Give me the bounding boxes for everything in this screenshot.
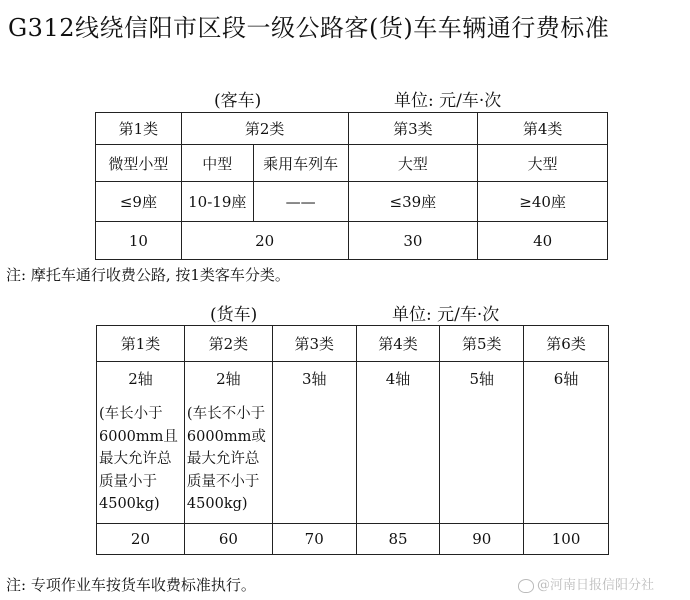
watermark — [518, 574, 654, 593]
truck-header-cell: 第1类 — [97, 326, 185, 362]
truck-axle-cell: 2轴 — [97, 362, 185, 396]
truck-desc-cell-1: (车长小于6000mm且最大允许总质量小于4500kg) — [97, 396, 185, 524]
passenger-seat-cell: 10-19座 — [181, 182, 253, 222]
passenger-caption: (客车) — [214, 91, 262, 111]
passenger-fee-table — [95, 112, 608, 260]
passenger-fee-cell: 30 — [348, 222, 478, 260]
passenger-header-cell: 第1类 — [96, 113, 182, 145]
truck-header-cell: 第2类 — [184, 326, 272, 362]
passenger-type-cell: 中型 — [181, 145, 253, 182]
weibo-icon — [518, 579, 534, 593]
passenger-type-cell: 大型 — [478, 145, 608, 182]
truck-header-cell: 第6类 — [524, 326, 609, 362]
truck-axle-cell: 4轴 — [356, 362, 440, 524]
truck-header-row — [97, 326, 609, 362]
truck-axle-cell: 5轴 — [440, 362, 524, 524]
passenger-fee-row — [96, 222, 608, 260]
passenger-type-row — [96, 145, 608, 182]
truck-fee-cell: 20 — [97, 524, 185, 555]
passenger-type-cell: 大型 — [348, 145, 478, 182]
truck-fee-cell: 90 — [440, 524, 524, 555]
passenger-header-cell: 第4类 — [478, 113, 608, 145]
truck-axle-cell: 6轴 — [524, 362, 609, 524]
truck-fee-cell: 70 — [272, 524, 356, 555]
passenger-header-cell: 第2类 — [181, 113, 348, 145]
truck-fee-cell: 85 — [356, 524, 440, 555]
truck-fee-row — [97, 524, 609, 555]
passenger-seat-cell: ≤9座 — [96, 182, 182, 222]
truck-note: 注: 专项作业车按货车收费标准执行。 — [6, 576, 256, 594]
passenger-header-cell: 第3类 — [348, 113, 478, 145]
truck-axle-cell: 3轴 — [272, 362, 356, 524]
passenger-seat-cell: ≤39座 — [348, 182, 478, 222]
passenger-seat-row — [96, 182, 608, 222]
truck-fee-cell: 100 — [524, 524, 609, 555]
page-title: G312线绕信阳市区段一级公路客(货)车车辆通行费标准 — [8, 14, 610, 42]
truck-axle-row — [97, 362, 609, 396]
passenger-unit: 单位: 元/车·次 — [394, 91, 502, 111]
passenger-type-cell: 乘用车列车 — [253, 145, 348, 182]
passenger-note: 注: 摩托车通行收费公路, 按1类客车分类。 — [6, 266, 290, 284]
truck-header-cell: 第4类 — [356, 326, 440, 362]
truck-fee-table — [96, 325, 609, 555]
passenger-header-row — [96, 113, 608, 145]
truck-axle-cell: 2轴 — [184, 362, 272, 396]
truck-header-cell: 第3类 — [272, 326, 356, 362]
passenger-seat-cell: ≥40座 — [478, 182, 608, 222]
truck-fee-cell: 60 — [184, 524, 272, 555]
truck-desc-cell-2: (车长不小于6000mm或最大允许总质量不小于4500kg) — [184, 396, 272, 524]
watermark-text: @河南日报信阳分社 — [537, 578, 655, 593]
passenger-fee-cell: 40 — [478, 222, 608, 260]
passenger-type-cell: 微型小型 — [96, 145, 182, 182]
truck-header-cell: 第5类 — [440, 326, 524, 362]
truck-caption: (货车) — [210, 305, 258, 325]
passenger-fee-cell: 20 — [181, 222, 348, 260]
passenger-fee-cell: 10 — [96, 222, 182, 260]
truck-unit: 单位: 元/车·次 — [392, 305, 500, 325]
passenger-seat-cell: —— — [253, 182, 348, 222]
